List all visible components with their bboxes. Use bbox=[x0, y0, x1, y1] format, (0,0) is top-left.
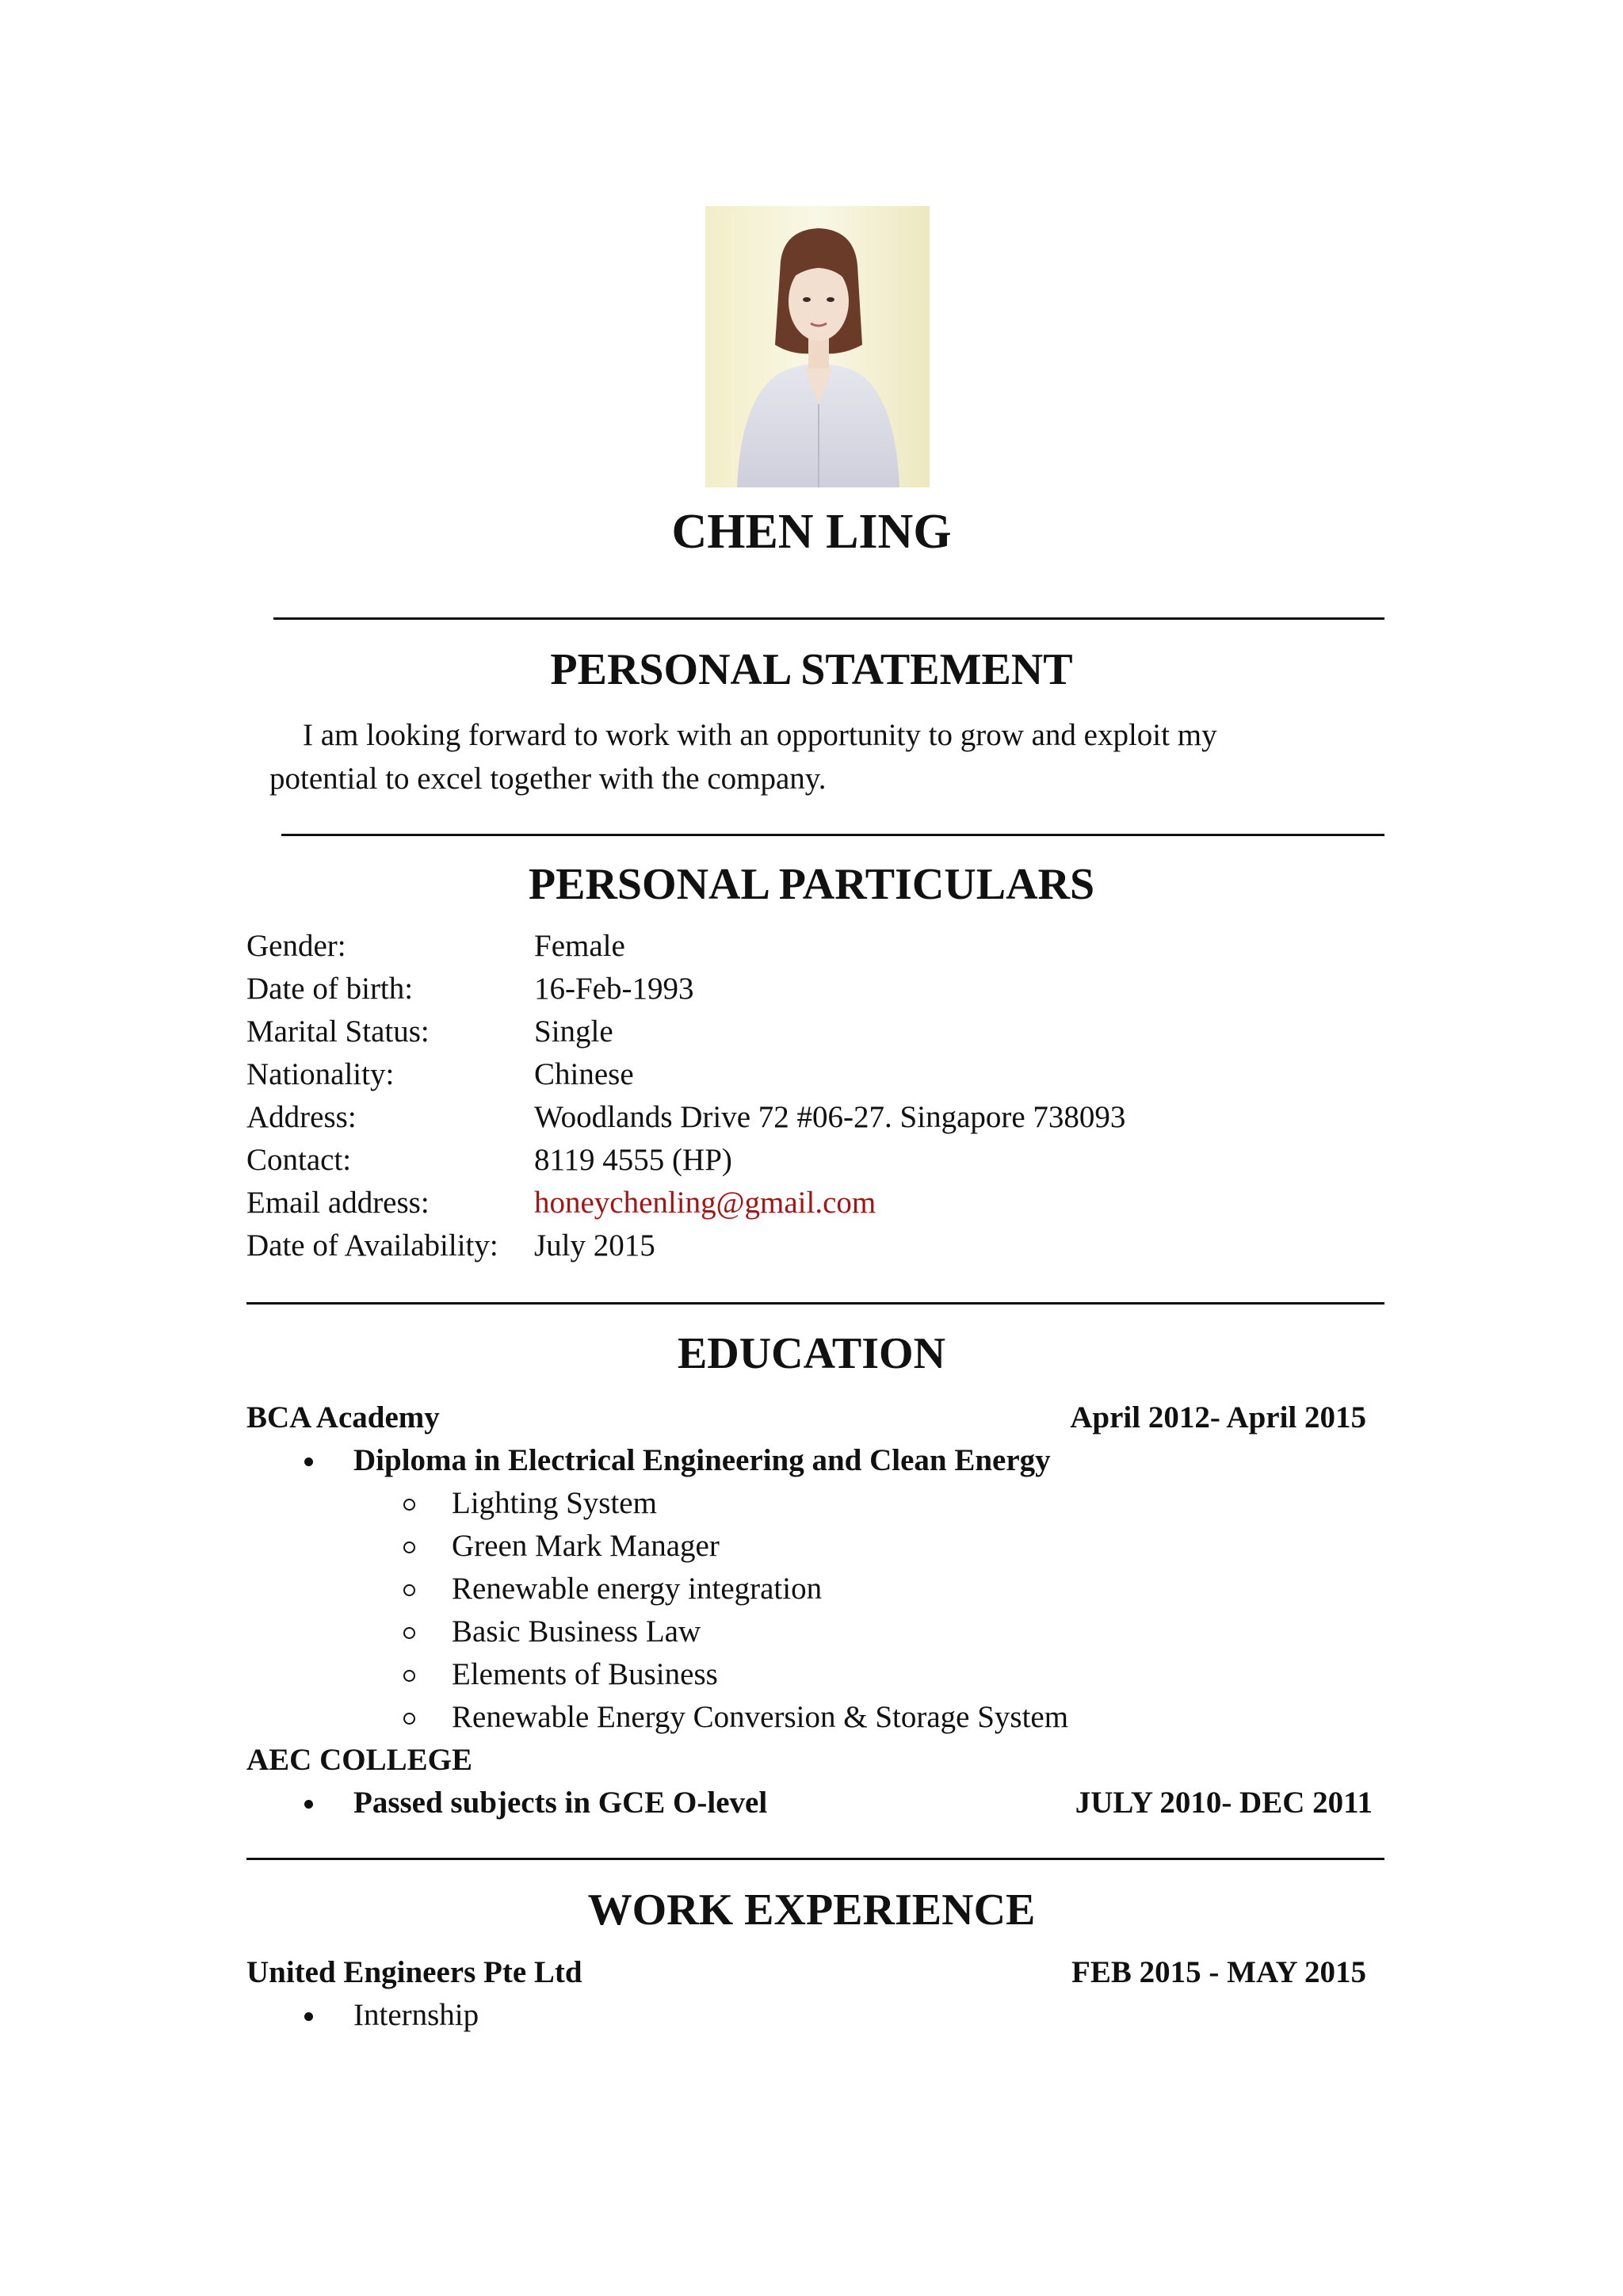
particulars-value: Female bbox=[534, 929, 625, 963]
subject-item: Elements of Business bbox=[452, 1657, 718, 1691]
particulars-value: July 2015 bbox=[534, 1228, 655, 1263]
particulars-row-nationality bbox=[246, 1053, 1419, 1096]
particulars-value: 16-Feb-1993 bbox=[534, 972, 694, 1006]
personal-particulars-heading: PERSONAL PARTICULARS bbox=[528, 860, 1095, 909]
sub-bullet-icon bbox=[403, 1670, 415, 1682]
candidate-name: CHEN LING bbox=[671, 505, 952, 559]
program-name: Passed subjects in GCE O-level bbox=[353, 1786, 768, 1820]
particulars-row-email bbox=[246, 1182, 1419, 1224]
particulars-label: Contact: bbox=[246, 1143, 352, 1177]
statement-line: potential to excel together with the company. bbox=[269, 762, 827, 796]
divider bbox=[246, 1302, 1384, 1305]
divider bbox=[281, 834, 1384, 836]
subject-item: Green Mark Manager bbox=[452, 1529, 720, 1563]
sub-bullet-icon bbox=[403, 1541, 415, 1553]
email-link[interactable]: honeychenling@gmail.com bbox=[534, 1186, 876, 1220]
personal-statement-heading: PERSONAL STATEMENT bbox=[550, 645, 1073, 694]
role-item: Internship bbox=[353, 1998, 479, 2032]
divider bbox=[273, 617, 1384, 620]
particulars-value: Single bbox=[534, 1014, 613, 1049]
particulars-row-availability bbox=[246, 1224, 1419, 1267]
program-name: Diploma in Electrical Engineering and Clean Energy bbox=[353, 1443, 1051, 1477]
education-heading: EDUCATION bbox=[677, 1329, 946, 1378]
profile-photo bbox=[705, 206, 930, 487]
particulars-label: Nationality: bbox=[246, 1057, 395, 1091]
school-period: April 2012- April 2015 bbox=[1070, 1400, 1366, 1435]
bullet-icon bbox=[304, 1457, 313, 1466]
particulars-value: Woodlands Drive 72 #06-27. Singapore 738093 bbox=[534, 1100, 1126, 1134]
work-period: FEB 2015 - MAY 2015 bbox=[1071, 1955, 1366, 1989]
school-period: JULY 2010- DEC 2011 bbox=[1075, 1786, 1373, 1820]
particulars-row-dob bbox=[246, 968, 1419, 1010]
subject-item: Renewable Energy Conversion & Storage System bbox=[452, 1700, 1069, 1734]
divider bbox=[246, 1858, 1384, 1860]
sub-bullet-icon bbox=[403, 1499, 415, 1511]
sub-bullet-icon bbox=[403, 1713, 415, 1725]
subject-item: Basic Business Law bbox=[452, 1614, 701, 1648]
sub-bullet-icon bbox=[403, 1627, 415, 1639]
particulars-label: Date of Availability: bbox=[246, 1228, 498, 1263]
particulars-label: Marital Status: bbox=[246, 1014, 430, 1049]
particulars-value: 8119 4555 (HP) bbox=[534, 1143, 732, 1177]
particulars-label: Address: bbox=[246, 1100, 357, 1134]
school-name: BCA Academy bbox=[246, 1400, 440, 1435]
company-name: United Engineers Pte Ltd bbox=[246, 1955, 582, 1989]
particulars-row-address bbox=[246, 1096, 1419, 1139]
bullet-icon bbox=[304, 2012, 313, 2021]
particulars-label: Date of birth: bbox=[246, 972, 414, 1006]
particulars-label: Gender: bbox=[246, 929, 346, 963]
particulars-value: Chinese bbox=[534, 1057, 634, 1091]
statement-line: I am looking forward to work with an opportunity to grow and exploit my bbox=[303, 718, 1217, 752]
subject-item: Renewable energy integration bbox=[452, 1572, 823, 1606]
personal-statement-text bbox=[269, 713, 1379, 800]
bullet-icon bbox=[304, 1800, 313, 1809]
particulars-row-gender bbox=[246, 925, 1419, 968]
school-name: AEC COLLEGE bbox=[246, 1743, 472, 1777]
particulars-row-contact bbox=[246, 1139, 1419, 1182]
particulars-row-marital-status bbox=[246, 1010, 1419, 1053]
work-experience-heading: WORK EXPERIENCE bbox=[587, 1885, 1036, 1935]
portrait-image bbox=[705, 206, 930, 487]
particulars-label: Email address: bbox=[246, 1186, 430, 1220]
subject-item: Lighting System bbox=[452, 1486, 657, 1520]
sub-bullet-icon bbox=[403, 1584, 415, 1596]
